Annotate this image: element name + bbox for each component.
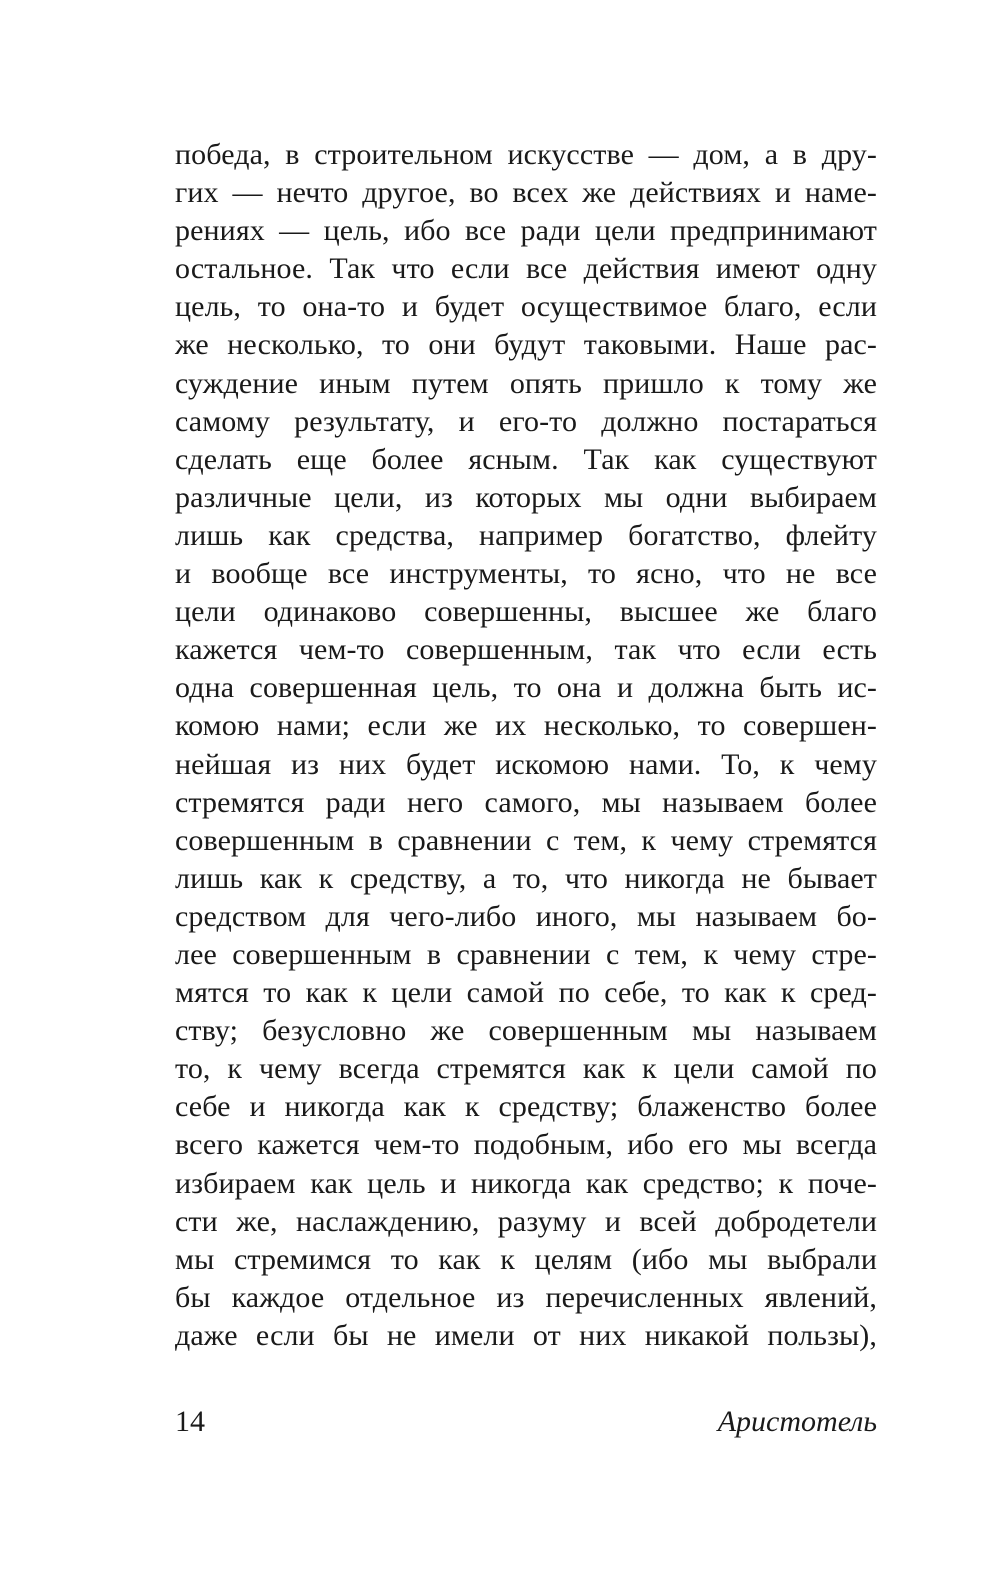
text-line: же несколько, то они будут таковыми. Наше рас- bbox=[175, 328, 877, 362]
body-text bbox=[175, 136, 877, 1355]
text-line: цель, то она-то и будет осуществимое благо, если bbox=[175, 290, 877, 324]
text-line: победа, в строительном искусстве — дом, а в дру- bbox=[175, 138, 877, 171]
text-line: то, к чему всегда стремятся как к цели самой по bbox=[175, 1052, 877, 1086]
page-number: 14 bbox=[175, 1405, 205, 1438]
text-line: сти же, наслаждению, разуму и всей добродетели bbox=[175, 1204, 877, 1238]
text-line: мятся то как к цели самой по себе, то как к сред- bbox=[175, 976, 877, 1010]
text-line: избираем как цель и никогда как средство; к поче- bbox=[175, 1166, 877, 1200]
text-line: лее совершенным в сравнении с тем, к чему стре- bbox=[175, 937, 877, 971]
text-line: нейшая из них будет искомою нами. То, к чему bbox=[175, 747, 877, 781]
page-footer bbox=[175, 1402, 877, 1442]
text-line: кажется чем-то совершенным, так что если есть bbox=[175, 633, 877, 667]
text-line: средством для чего-либо иного, мы называем бо- bbox=[175, 899, 877, 933]
text-line: всего кажется чем-то подобным, ибо его мы всегда bbox=[175, 1128, 877, 1162]
text-line: различные цели, из которых мы одни выбираем bbox=[175, 480, 877, 514]
text-line: цели одинаково совершенны, высшее же благо bbox=[175, 595, 877, 629]
text-line: одна совершенная цель, то она и должна быть ис- bbox=[175, 671, 877, 705]
text-line: суждение иным путем опять пришло к тому же bbox=[175, 366, 877, 400]
text-line: ству; безусловно же совершенным мы называем bbox=[175, 1014, 877, 1048]
text-line: и вообще все инструменты, то ясно, что не все bbox=[175, 557, 877, 591]
text-line: даже если бы не имели от них никакой пользы), bbox=[175, 1318, 877, 1352]
text-line: остальное. Так что если все действия имеют одну bbox=[175, 252, 877, 286]
text-line: самому результату, и его-то должно постараться bbox=[175, 404, 877, 438]
text-line: бы каждое отдельное из перечисленных явлений, bbox=[175, 1280, 877, 1314]
text-line: рениях — цель, ибо все ради цели предпринимают bbox=[175, 214, 877, 248]
running-head-author: Аристотель bbox=[717, 1405, 877, 1438]
text-line: сделать еще более ясным. Так как существуют bbox=[175, 442, 877, 476]
text-line: лишь как к средству, а то, что никогда не бывает bbox=[175, 861, 877, 895]
text-line: лишь как средства, например богатство, флейту bbox=[175, 518, 877, 552]
text-line: гих — нечто другое, во всех же действиях и наме- bbox=[175, 176, 877, 210]
text-line: стремятся ради него самого, мы называем более bbox=[175, 785, 877, 819]
text-line: совершенным в сравнении с тем, к чему стремятся bbox=[175, 823, 877, 857]
text-line: комою нами; если же их несколько, то совершен- bbox=[175, 709, 877, 743]
text-line: себе и никогда как к средству; блаженство более bbox=[175, 1090, 877, 1124]
text-line: мы стремимся то как к целям (ибо мы выбрали bbox=[175, 1242, 877, 1276]
